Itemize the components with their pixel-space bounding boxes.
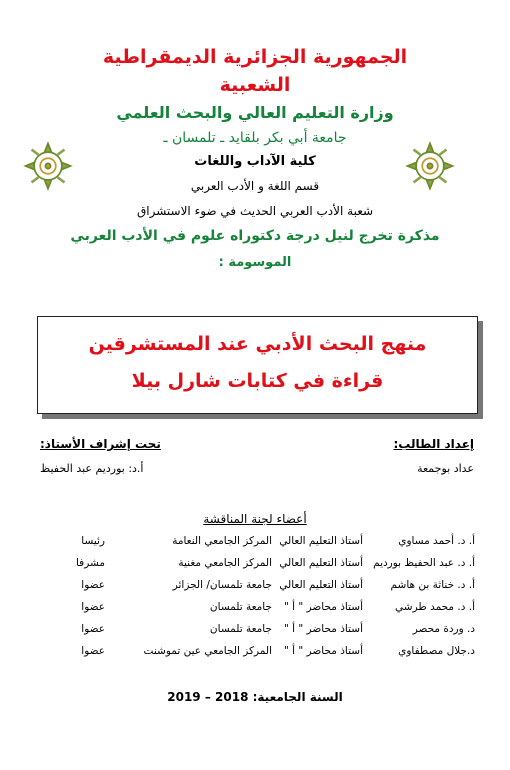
member-name: د. وردة محصر [412, 623, 475, 635]
committee-row [40, 579, 475, 595]
committee-row [40, 535, 475, 551]
member-rank: أستاذ محاضر " أ " [284, 601, 363, 613]
thesis-type: مذكرة تخرج لنيل درجة دكتوراه علوم في الأدب العربي [70, 228, 440, 244]
academic-year: السنة الجامعية: 2018 – 2019 [167, 690, 343, 704]
member-role: عضوا [81, 601, 105, 613]
titled-label: الموسومة : [218, 255, 292, 270]
member-name: أ. د. محمد طرشي [395, 601, 475, 613]
committee-row [40, 623, 475, 639]
member-name: د.جلال مصطفاوي [398, 645, 475, 657]
member-role: مشرفا [75, 557, 105, 569]
committee-heading: أعضاء لجنة المناقشة [203, 512, 307, 526]
member-rank: أستاذ محاضر " أ " [284, 623, 363, 635]
member-rank: أستاذ محاضر " أ " [284, 645, 363, 657]
member-role: رئيسا [81, 535, 105, 547]
ministry-name: وزارة التعليم العالي والبحث العلمي [116, 103, 394, 122]
member-institution: جامعة تلمسان/ الجزائر [172, 579, 272, 591]
university-name: جامعة أبي بكر بلقايد ـ تلمسان ـ [163, 130, 347, 146]
member-role: عضوا [81, 579, 105, 591]
thesis-title-line2: قراءة في كتابات شارل بيلا [131, 370, 384, 392]
member-rank: أستاذ التعليم العالي [279, 579, 363, 591]
republic-name-line2: الشعبية [219, 74, 291, 96]
member-institution: جامعة تلمسان [209, 601, 272, 613]
student-label: إعداد الطالب: [393, 437, 474, 451]
member-role: عضوا [81, 645, 105, 657]
member-institution: المركز الجامعي مغنية [178, 557, 272, 569]
member-rank: أستاذ التعليم العالي [279, 557, 363, 569]
supervisor-label: تحت إشراف الأستاذ: [40, 437, 161, 451]
committee-row [40, 601, 475, 617]
member-name: أ. د. عبد الحفيظ بورديم [373, 557, 475, 569]
member-name: أ. د. خناثة بن هاشم [390, 579, 475, 591]
committee-row [40, 645, 475, 661]
member-rank: أستاذ التعليم العالي [279, 535, 363, 547]
member-institution: المركز الجامعي النعامة [172, 535, 272, 547]
faculty-name: كلية الآداب واللغات [194, 154, 316, 169]
branch-name: شعبة الأدب العربي الحديث في ضوء الاستشراق [136, 204, 374, 218]
republic-name-line1: الجمهورية الجزائرية الديمقراطية [102, 46, 408, 68]
department-name: قسم اللغة و الأدب العربي [190, 179, 320, 193]
thesis-title-line1: منهج البحث الأدبي عند المستشرقين [88, 333, 427, 355]
member-role: عضوا [81, 623, 105, 635]
member-name: أ. د. أحمد مساوي [398, 535, 475, 547]
thesis-title-box [37, 316, 478, 414]
member-institution: المركز الجامعي عين تموشنت [143, 645, 272, 657]
member-institution: جامعة تلمسان [209, 623, 272, 635]
supervisor-name: أ.د: بورديم عبد الحفيظ [40, 462, 144, 475]
committee-row [40, 557, 475, 573]
student-name: عداد بوجمعة [417, 462, 474, 475]
